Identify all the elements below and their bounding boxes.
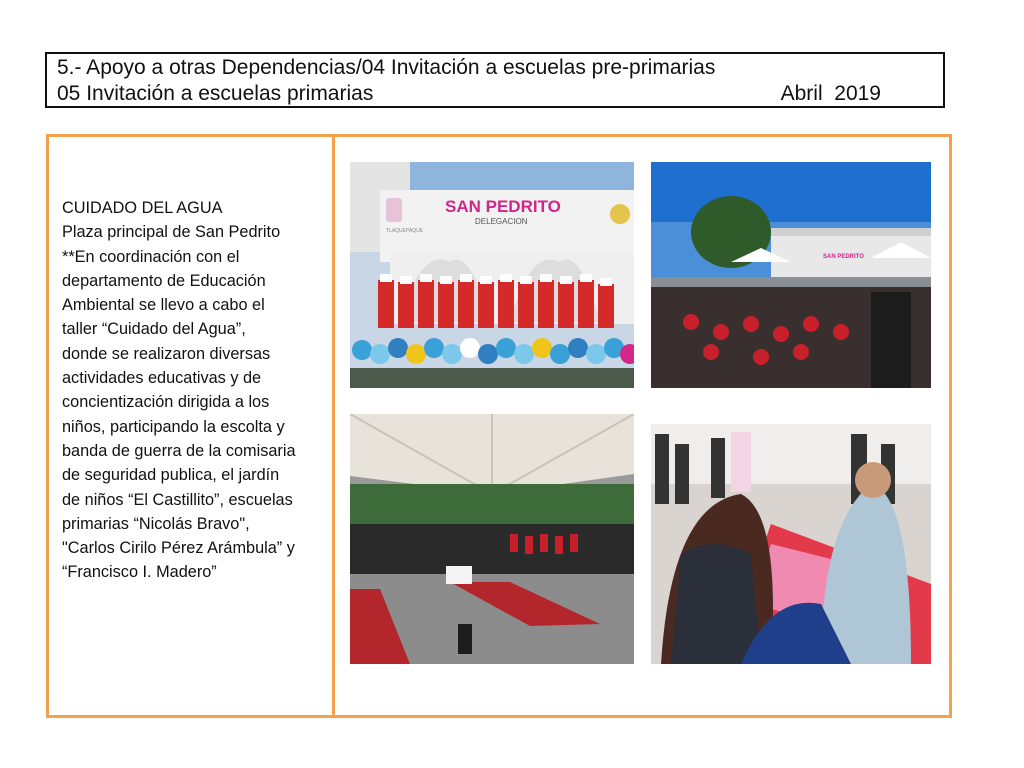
text-line: de seguridad publica, el jardín <box>62 466 280 485</box>
text-line: donde se realizaron diversas <box>62 344 271 363</box>
photo-children-drawing <box>651 424 931 664</box>
photo-escolta-balloons <box>350 162 634 388</box>
sign-small: TLAQUEPAQUE <box>386 228 424 234</box>
frame-divider <box>332 134 335 718</box>
description-text <box>62 196 332 585</box>
text-line: Plaza principal de San Pedrito <box>62 223 281 242</box>
sign-title: SAN PEDRITO <box>445 197 561 216</box>
text-line: departamento de Educación <box>62 271 266 290</box>
title-line-2: 05 Invitación a escuelas primarias <box>57 82 374 105</box>
slide-title-box <box>45 52 945 108</box>
photo-plaza-children <box>651 162 931 388</box>
text-line: banda de guerra de la comisaria <box>62 441 296 460</box>
plaza-banner: SAN PEDRITO <box>823 254 864 260</box>
text-line: concientización dirigida a los <box>62 393 270 412</box>
photo-canopy-tables <box>350 414 634 664</box>
title-line-2-row <box>57 81 933 107</box>
text-line: primarias “Nicolás Bravo", <box>62 514 250 533</box>
text-line: actividades educativas y de <box>62 369 262 388</box>
title-date: Abril 2019 <box>780 82 881 105</box>
title-line-1: 5.- Apoyo a otras Dependencias/04 Invitación a escuelas pre-primarias <box>57 56 716 79</box>
text-line: Ambiental se llevo a cabo el <box>62 296 265 315</box>
text-line: niños, participando la escolta y <box>62 417 285 436</box>
sign-subtitle: DELEGACION <box>475 217 528 226</box>
text-line: de niños “El Castillito”, escuelas <box>62 490 293 509</box>
text-line: CUIDADO DEL AGUA <box>62 199 223 217</box>
text-line: “Francisco I. Madero” <box>62 563 217 582</box>
text-line: taller “Cuidado del Agua”, <box>62 320 246 339</box>
text-line: **En coordinación con el <box>62 247 240 266</box>
text-line: "Carlos Cirilo Pérez Arámbula” y <box>62 539 295 558</box>
